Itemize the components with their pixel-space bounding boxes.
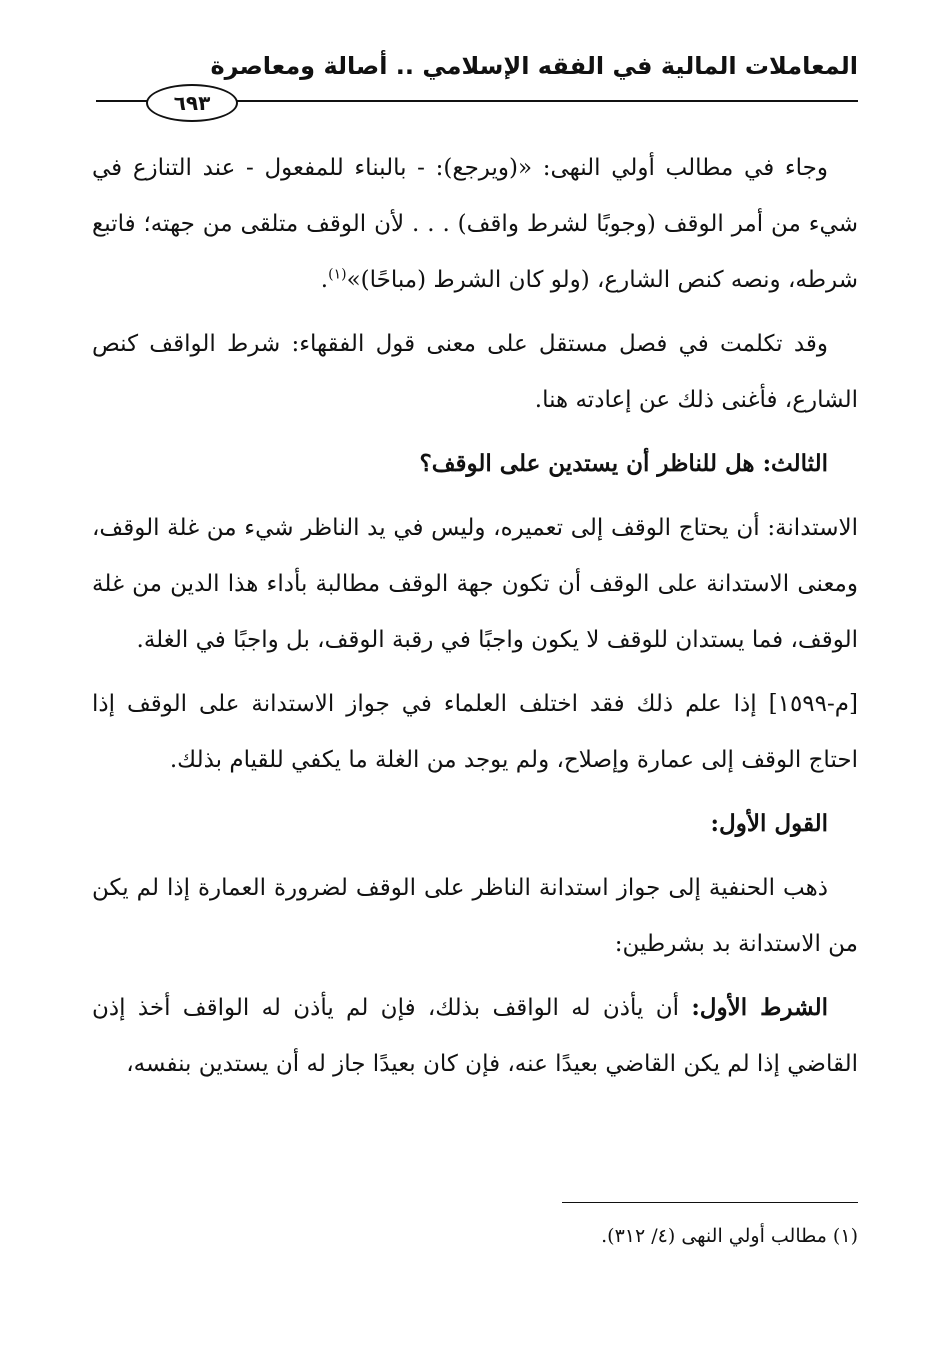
first-condition-label: الشرط الأول: (691, 994, 829, 1021)
footnote-reference: (١) (328, 266, 347, 283)
footnote: (١) مطالب أولي النهى (٤/ ٣١٢). (601, 1225, 858, 1247)
paragraph-quote-text: وجاء في مطالب أولي النهى: «(ويرجع): - بالبناء للمفعول - عند التنازع في شيء من أمر الوقف (وجوبًا لشرط واقف) . . . لأن الوقف متلقى من جهته؛ فاتبع شرطه، ونصه كنص الشارع، (ولو كان الشرط (مباحًا)» (92, 155, 858, 293)
footnote-rule (562, 1202, 858, 1203)
heading-first-opinion: القول الأول: (710, 810, 828, 837)
issue-text: إذا علم ذلك فقد اختلف العلماء في جواز الاستدانة على الوقف إذا احتاج الوقف إلى عمارة وإصلاح، ولم يوجد من الغلة ما يكفي للقيام بذلك. (92, 691, 858, 773)
section-heading-third: الثالث: هل للناظر أن يستدين على الوقف؟ (419, 450, 828, 477)
paragraph-hanafi: ذهب الحنفية إلى جواز استدانة الناظر على الوقف لضرورة العمارة إذا لم يكن من الاستدانة بد بشرطين: (92, 875, 858, 957)
paragraph-first-condition (92, 980, 858, 1092)
paragraph-definition: الاستدانة: أن يحتاج الوقف إلى تعميره، وليس في يد الناظر شيء من غلة الوقف، ومعنى الاستدانة على الوقف أن تكون جهة الوقف مطالبة بأداء هذا الدين من غلة الوقف، فما يستدان للوقف لا يكون واجبًا في رقبة الوقف، بل واجبًا في الغلة. (92, 515, 858, 653)
paragraph-quote (92, 140, 858, 308)
paragraph-quote-end: . (320, 267, 329, 293)
page-number-badge: ٦٩٣ (146, 84, 238, 122)
paragraph-waqif-condition: وقد تكلمت في فصل مستقل على معنى قول الفقهاء: شرط الواقف كنص الشارع، فأغنى ذلك عن إعادته هنا. (92, 331, 858, 413)
main-text (92, 140, 858, 1100)
issue-reference: [م-١٥٩٩] (768, 691, 859, 717)
paragraph-issue (92, 676, 858, 788)
first-condition-text: أن يأذن له الواقف بذلك، فإن لم يأذن له الواقف أخذ إذن القاضي إذا لم يكن القاضي بعيدًا عنه، فإن كان بعيدًا جاز له أن يستدين بنفسه، (92, 995, 858, 1077)
running-header-title: المعاملات المالية في الفقه الإسلامي .. أصالة ومعاصرة (210, 52, 858, 80)
